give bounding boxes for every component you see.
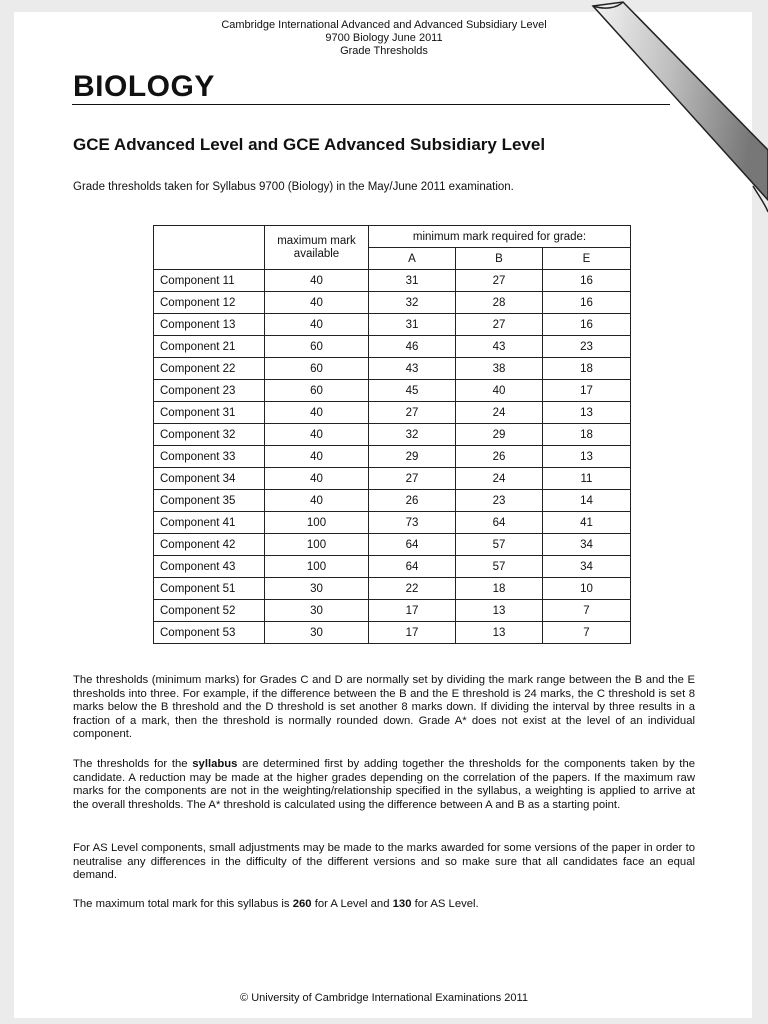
grade-a-header: A [369,248,456,270]
paragraph-syllabus-thresholds [73,758,695,812]
max-mark-cell: 40 [265,402,369,424]
component-cell: Component 22 [154,358,265,380]
component-cell: Component 42 [154,534,265,556]
component-cell: Component 35 [154,490,265,512]
grade-e-cell: 18 [543,358,631,380]
max-mark-cell: 60 [265,380,369,402]
grade-a-cell: 27 [369,468,456,490]
grade-b-header: B [456,248,543,270]
max-mark-cell: 40 [265,314,369,336]
table-row [154,358,631,380]
component-cell: Component 51 [154,578,265,600]
para4-text-end: for AS Level. [411,898,479,910]
max-mark-cell: 30 [265,622,369,644]
grade-b-cell: 26 [456,446,543,468]
para2-text-start: The thresholds for the [73,758,193,770]
max-mark-cell: 60 [265,358,369,380]
grade-b-cell: 43 [456,336,543,358]
grade-a-cell: 64 [369,556,456,578]
component-cell: Component 34 [154,468,265,490]
grade-b-cell: 27 [456,314,543,336]
component-cell: Component 31 [154,402,265,424]
grade-a-cell: 27 [369,402,456,424]
as-level-max-mark: 130 [392,898,412,910]
max-mark-cell: 40 [265,490,369,512]
grade-a-cell: 17 [369,600,456,622]
grade-e-cell: 17 [543,380,631,402]
grade-a-cell: 32 [369,424,456,446]
max-mark-cell: 40 [265,468,369,490]
table-corner-cell [154,226,265,270]
max-mark-cell: 100 [265,556,369,578]
page-title: BIOLOGY [73,70,215,103]
max-mark-cell: 40 [265,292,369,314]
grade-e-cell: 11 [543,468,631,490]
grade-e-cell: 34 [543,556,631,578]
header-line-2: 9700 Biology June 2011 [325,32,443,44]
header-line-1: Cambridge International Advanced and Advanced Subsidiary Level [221,19,547,31]
grade-b-cell: 57 [456,556,543,578]
grade-b-cell: 23 [456,490,543,512]
grade-a-cell: 17 [369,622,456,644]
grade-b-cell: 57 [456,534,543,556]
component-cell: Component 41 [154,512,265,534]
grade-b-cell: 24 [456,402,543,424]
para2-bold-syllabus: syllabus [192,758,238,770]
grade-b-cell: 13 [456,622,543,644]
a-level-max-mark: 260 [292,898,312,910]
grade-e-cell: 18 [543,424,631,446]
max-mark-cell: 30 [265,600,369,622]
grade-e-header: E [543,248,631,270]
component-cell: Component 21 [154,336,265,358]
table-row [154,424,631,446]
header-line-3: Grade Thresholds [340,45,428,57]
grade-e-cell: 41 [543,512,631,534]
table-row [154,314,631,336]
min-mark-header: minimum mark required for grade: [369,226,631,248]
table-row [154,534,631,556]
max-mark-cell: 30 [265,578,369,600]
grade-b-cell: 64 [456,512,543,534]
page-subtitle: GCE Advanced Level and GCE Advanced Subsidiary Level [73,135,546,154]
max-mark-cell: 40 [265,446,369,468]
grade-b-cell: 24 [456,468,543,490]
max-mark-header: maximum mark available [265,226,369,270]
table-row [154,578,631,600]
grade-a-cell: 31 [369,270,456,292]
table-row [154,270,631,292]
table-row [154,490,631,512]
component-cell: Component 11 [154,270,265,292]
table-row [154,336,631,358]
grade-a-cell: 22 [369,578,456,600]
grade-e-cell: 7 [543,600,631,622]
paragraph-as-level: For AS Level components, small adjustments may be made to the marks awarded for some versions of the paper in order to neutralise any differences in the difficulty of the different versions and so make sure that all candidates face an equal demand. [73,842,695,881]
grade-e-cell: 16 [543,314,631,336]
component-cell: Component 12 [154,292,265,314]
grade-a-cell: 73 [369,512,456,534]
table-row [154,556,631,578]
grade-a-cell: 43 [369,358,456,380]
grade-a-cell: 29 [369,446,456,468]
grade-a-cell: 26 [369,490,456,512]
component-cell: Component 32 [154,424,265,446]
grade-e-cell: 13 [543,446,631,468]
grade-e-cell: 13 [543,402,631,424]
paragraph-grades-c-d: The thresholds (minimum marks) for Grades C and D are normally set by dividing the mark range between the B and the E thresholds into three. For example, if the difference between the B and the E threshold is 24 marks, the C threshold is set 8 marks below the B threshold and the D threshold is set another 8 marks down. If dividing the interval by three results in a fraction of a mark, then the threshold is normally rounded down. Grade A* does not exist at the level of an individual component. [73,674,695,740]
component-cell: Component 53 [154,622,265,644]
max-mark-cell: 100 [265,512,369,534]
paragraph-maximum-total [73,898,695,912]
max-mark-cell: 40 [265,424,369,446]
grade-b-cell: 40 [456,380,543,402]
component-cell: Component 13 [154,314,265,336]
max-mark-cell: 60 [265,336,369,358]
grade-b-cell: 29 [456,424,543,446]
table-row [154,446,631,468]
component-cell: Component 43 [154,556,265,578]
table-row [154,622,631,644]
grade-e-cell: 14 [543,490,631,512]
grade-b-cell: 27 [456,270,543,292]
grade-thresholds-table [153,225,631,644]
para4-text-middle: for A Level and [311,898,393,910]
grade-a-cell: 31 [369,314,456,336]
grade-a-cell: 64 [369,534,456,556]
grade-e-cell: 16 [543,292,631,314]
table-row [154,468,631,490]
para4-text-start: The maximum total mark for this syllabus is [73,898,293,910]
copyright-footer: © University of Cambridge International Examinations 2011 [240,992,528,1004]
table-row [154,402,631,424]
grade-e-cell: 7 [543,622,631,644]
grade-a-cell: 46 [369,336,456,358]
max-mark-cell: 40 [265,270,369,292]
grade-e-cell: 34 [543,534,631,556]
page-curl-ribbon [565,0,768,220]
table-body [154,270,631,644]
component-cell: Component 23 [154,380,265,402]
grade-b-cell: 28 [456,292,543,314]
grade-a-cell: 45 [369,380,456,402]
grade-b-cell: 18 [456,578,543,600]
grade-e-cell: 10 [543,578,631,600]
grade-e-cell: 23 [543,336,631,358]
table-row [154,512,631,534]
table-row [154,600,631,622]
table-row [154,380,631,402]
table-row [154,292,631,314]
grade-e-cell: 16 [543,270,631,292]
para2-text-end: are determined first by adding together the thresholds for the components taken by the candidate. A reduction may be made at the higher grades depending on the correlation of the papers. If the maximum raw marks for the components are not in the weighting/relationship specified in the syllabus, a weighting is applied to arrive at the overall thresholds. The A* threshold is calculated using the difference between A and B as a starting point. [73,758,696,811]
grade-b-cell: 13 [456,600,543,622]
max-mark-cell: 100 [265,534,369,556]
intro-text: Grade thresholds taken for Syllabus 9700 (Biology) in the May/June 2011 examination. [73,181,514,193]
grade-b-cell: 38 [456,358,543,380]
grade-a-cell: 32 [369,292,456,314]
component-cell: Component 33 [154,446,265,468]
component-cell: Component 52 [154,600,265,622]
